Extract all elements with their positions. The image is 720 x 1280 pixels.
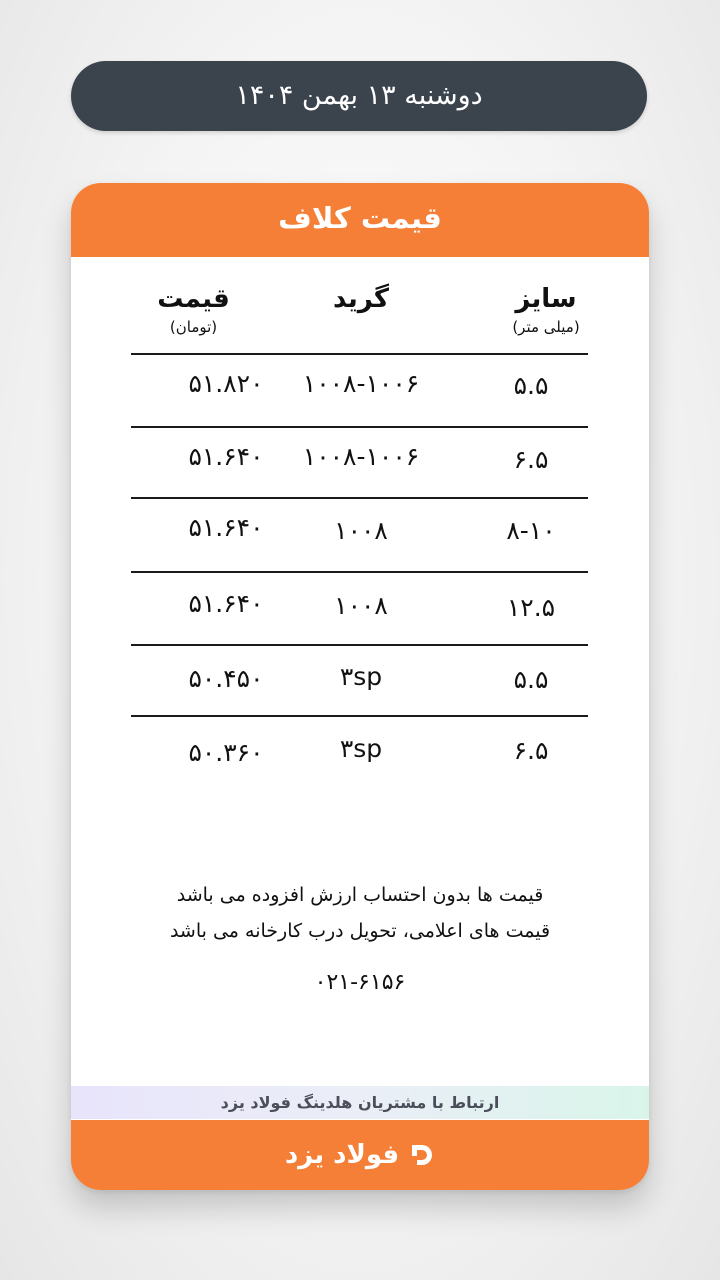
- table-cell-price: ۵۱.۸۲۰: [188, 369, 264, 398]
- price-card: [71, 183, 649, 1190]
- brand-footer: [71, 1120, 649, 1190]
- brand-name: فولاد یزد: [284, 1140, 400, 1170]
- table-cell-grade: ۳sp: [339, 734, 383, 763]
- table-cell-grade: ۱۰۰۸-۱۰۰۶: [302, 442, 420, 471]
- table-cell-size: ۵.۵: [513, 665, 549, 694]
- column-price-unit: (تومان): [169, 318, 218, 336]
- table-cell-size: ۸-۱۰: [506, 516, 556, 545]
- contact-label: ارتباط با مشتریان هلدینگ فولاد یزد: [71, 1086, 649, 1119]
- column-header-price: [116, 283, 271, 337]
- table-cell-size: ۶.۵: [513, 445, 549, 474]
- table-cell-size: ۱۲.۵: [506, 593, 556, 622]
- contact-phone[interactable]: ۰۲۱-۶۱۵۶: [314, 970, 406, 995]
- table-cell-grade: ۱۰۰۸: [334, 516, 388, 545]
- column-size-label: سایز: [515, 284, 577, 314]
- date-banner: دوشنبه ۱۳ بهمن ۱۴۰۴: [71, 61, 647, 131]
- fooladyazd-logo-icon: [407, 1141, 435, 1169]
- table-divider: [131, 571, 588, 573]
- table-cell-price: ۵۰.۳۶۰: [188, 738, 264, 767]
- table-cell-grade: ۱۰۰۸-۱۰۰۶: [302, 369, 420, 398]
- table-cell-size: ۵.۵: [513, 371, 549, 400]
- table-cell-grade: ۳sp: [339, 662, 383, 691]
- vat-note: قیمت ها بدون احتساب ارزش افزوده می باشد: [176, 884, 544, 906]
- table-cell-price: ۵۱.۶۴۰: [188, 442, 264, 471]
- table-divider: [131, 426, 588, 428]
- table-cell-price: ۵۰.۴۵۰: [188, 664, 264, 693]
- delivery-note: قیمت های اعلامی، تحویل درب کارخانه می باشد: [169, 920, 551, 942]
- column-size-unit: (میلی متر): [512, 318, 580, 336]
- card-title: قیمت کلاف: [71, 183, 649, 257]
- table-cell-size: ۶.۵: [513, 736, 549, 765]
- column-price-label: قیمت: [157, 284, 230, 314]
- table-divider: [131, 644, 588, 646]
- table-cell-price: ۵۱.۶۴۰: [188, 589, 264, 618]
- column-header-size: [466, 283, 626, 337]
- table-divider: [131, 353, 588, 355]
- column-grade-label: گرید: [332, 284, 390, 314]
- table-cell-price: ۵۱.۶۴۰: [188, 513, 264, 542]
- table-divider: [131, 497, 588, 499]
- table-cell-grade: ۱۰۰۸: [334, 591, 388, 620]
- table-divider: [131, 715, 588, 717]
- column-header-grade: [281, 283, 441, 315]
